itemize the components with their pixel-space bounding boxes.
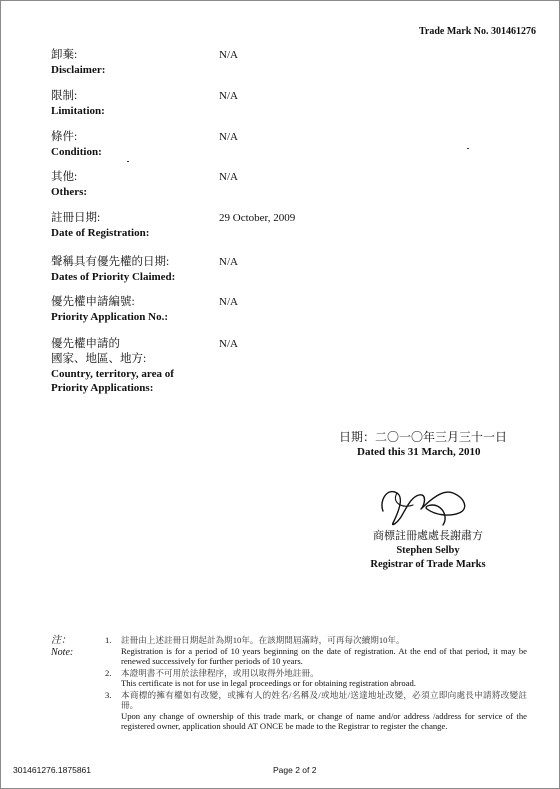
dated-zh: 日期：二〇一〇年三月三十一日 (339, 430, 508, 444)
registrar-name: Stephen Selby (396, 545, 460, 556)
note-number: 1. (105, 635, 112, 645)
note-text-zh: 本證明書不可用於法律程序，或用以取得外地註冊。 (121, 667, 319, 678)
dated-block (331, 429, 531, 459)
registrar-title-zh: 商標註冊處處長謝肅方 (373, 530, 483, 542)
note-text-zh: 註冊由上述註冊日期起計為期10年。在該期間屆滿時，可再每次續期10年。 (121, 635, 405, 645)
registration-date-label: Date of Registration: (51, 227, 150, 239)
note-label-zh: 注： (51, 635, 71, 646)
registration-date-value: 29 October, 2009 (219, 212, 296, 224)
priority-country-value: N/A (219, 338, 238, 350)
disclaimer-label-zh: 卸棄: (51, 49, 78, 61)
priority-application-no-value: N/A (219, 296, 238, 308)
note-text-zh: 本商標的擁有權如有改變，或擁有人的姓名/名稱及/或地址/送達地址改變，必須立即向處長申請將改變註冊。 (121, 689, 527, 710)
condition-label-zh: 條件: (51, 131, 78, 143)
condition-label: Condition: (51, 146, 102, 158)
limitation-label-zh: 限制: (51, 90, 78, 102)
others-label-zh: 其他: (51, 171, 78, 183)
priority-dates-label: Dates of Priority Claimed: (51, 271, 176, 283)
others-label: Others: (51, 186, 88, 198)
note-label (51, 635, 73, 659)
priority-application-no-label-zh: 優先權申請編號: (51, 296, 135, 308)
registrar-title: Registrar of Trade Marks (370, 559, 486, 570)
condition-value: N/A (219, 131, 238, 143)
note-item (95, 635, 527, 667)
trade-mark-number: Trade Mark No. 301461276 (418, 26, 536, 37)
dated-en: Dated this 31 March, 2010 (357, 446, 481, 458)
registrar-block (353, 529, 503, 572)
scan-speck (467, 148, 469, 149)
note-text-en: This certificate is not for use in legal proceedings or for obtaining registration abroad. (121, 678, 416, 688)
registrar-signature (373, 473, 473, 529)
priority-country-label-zh-line2: 國家、地區、地方: (51, 353, 147, 365)
note-item (95, 668, 527, 689)
priority-country-label: Country, territory, area of (51, 368, 174, 380)
limitation-label: Limitation: (51, 105, 105, 117)
priority-dates-value: N/A (219, 256, 238, 268)
note-number: 2. (105, 667, 112, 678)
limitation-value: N/A (219, 90, 238, 102)
note-text-en: Registration is for a period of 10 years beginning on the date of registration. At the end of that period, it may be renewed successively for further periods of 10 years. (121, 645, 527, 666)
others-value: N/A (219, 171, 238, 183)
notes-list (95, 635, 527, 733)
disclaimer-value: N/A (219, 49, 238, 61)
note-item (95, 690, 527, 732)
note-text-en: Upon any change of ownership of this trade mark, or change of name and/or address /address for service of the registered owner, application should AT ONCE be made to the Registrar to register the change. (121, 710, 527, 731)
page-number: Page 2 of 2 (273, 765, 317, 775)
note-number: 3. (105, 689, 112, 700)
priority-dates-label-zh: 聲稱具有優先權的日期: (51, 256, 170, 268)
priority-country-label-zh: 優先權申請的 (51, 338, 120, 350)
note-label-en: Note: (51, 647, 74, 658)
disclaimer-label: Disclaimer: (51, 64, 106, 76)
priority-application-no-label: Priority Application No.: (51, 311, 169, 323)
registration-date-label-zh: 註冊日期: (51, 212, 101, 224)
document-code: 301461276.1875861 (13, 765, 91, 775)
scan-speck (127, 161, 129, 162)
priority-country-label-line2: Priority Applications: (51, 382, 154, 394)
